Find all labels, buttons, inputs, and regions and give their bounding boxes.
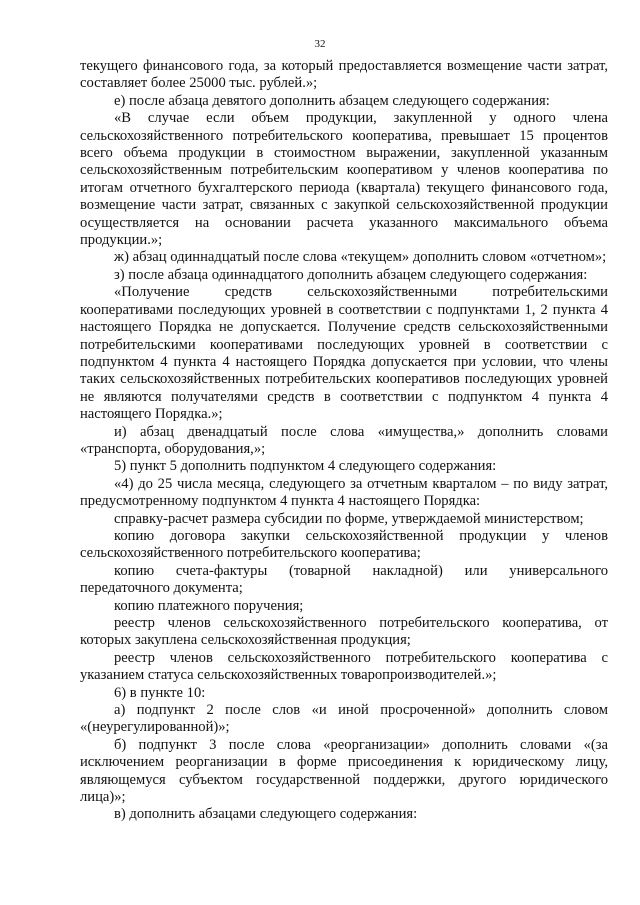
paragraph: реестр членов сельскохозяйственного потребительского кооператива с указанием статуса сельскохозяйственных товаропроизводителей.»; [80,649,608,684]
paragraph: копию счета-фактуры (товарной накладной) или универсального передаточного документа; [80,562,608,597]
page-number: 32 [314,38,326,50]
paragraph: а) подпункт 2 после слов «и иной просроченной» дополнить словом «(неурегулированной)»; [80,702,608,736]
paragraph: 5) пункт 5 дополнить подпунктом 4 следующего содержания: [114,458,497,475]
paragraph: и) абзац двенадцатый после слова «имущества,» дополнить словами «транспорта, оборудования,»; [80,423,608,457]
paragraph: «В случае если объем продукции, закупленной у одного члена сельскохозяйственного потребительского кооператива, превышает 15 процентов всего объема продукции в стоимостном выражении, закупленной указанным сельскохозяйственным потребительским кооперативом у членов кооператива по итогам отчетного бухгалтерского периода (квартала) текущего финансового года, возмещение части затрат, связанных с закупкой сельскохозяйственной продукции осуществляется на основании расчета указанного максимального объема продукции.»; [80,110,608,249]
paragraph: копию платежного поручения; [114,597,304,614]
paragraph: «4) до 25 числа месяца, следующего за отчетным кварталом – по виду затрат, предусмотренному подпунктом 4 пункта 4 настоящего Порядка: [80,475,608,510]
paragraph: реестр членов сельскохозяйственного потребительского кооператива, от которых закуплена сельскохозяйственная продукция; [80,615,608,649]
paragraph: б) подпункт 3 после слова «реорганизации» дополнить словами «(за исключением реорганизации в форме присоединения к юридическому лицу, являющемуся субъектом государственной поддержки, другого юридического лица)»; [80,736,608,806]
paragraph: копию договора закупки сельскохозяйственной продукции у членов сельскохозяйственного потребительского кооператива; [80,527,608,562]
paragraph: справку-расчет размера субсидии по форме, утверждаемой министерством; [114,510,584,527]
paragraph: текущего финансового года, за который предоставляется возмещение части затрат, составляет более 25000 тыс. рублей.»; [80,58,608,92]
document-body [80,58,608,824]
paragraph: в) дополнить абзацами следующего содержания: [114,806,418,823]
paragraph: 6) в пункте 10: [114,684,206,701]
paragraph: ж) абзац одиннадцатый после слова «текущем» дополнить словом «отчетном»; [114,249,607,266]
paragraph: е) после абзаца девятого дополнить абзацем следующего содержания: [114,92,550,109]
paragraph: «Получение средств сельскохозяйственными потребительскими кооперативами последующих уровней в соответствии с подпунктами 1, 2 пункта 4 настоящего Порядка не допускается. Получение средств сельскохозяйственными потребительскими кооперативами последующих уровней в соответствии с подпунктом 4 пункта 4 настоящего Порядка допускается при условии, что члены таких сельскохозяйственных потребительских кооперативов последующих уровней не являются получателями средств в соответствии с подпунктом 4 пункта 4 настоящего Порядка.»; [80,284,608,423]
paragraph: з) после абзаца одиннадцатого дополнить абзацем следующего содержания: [114,266,588,283]
